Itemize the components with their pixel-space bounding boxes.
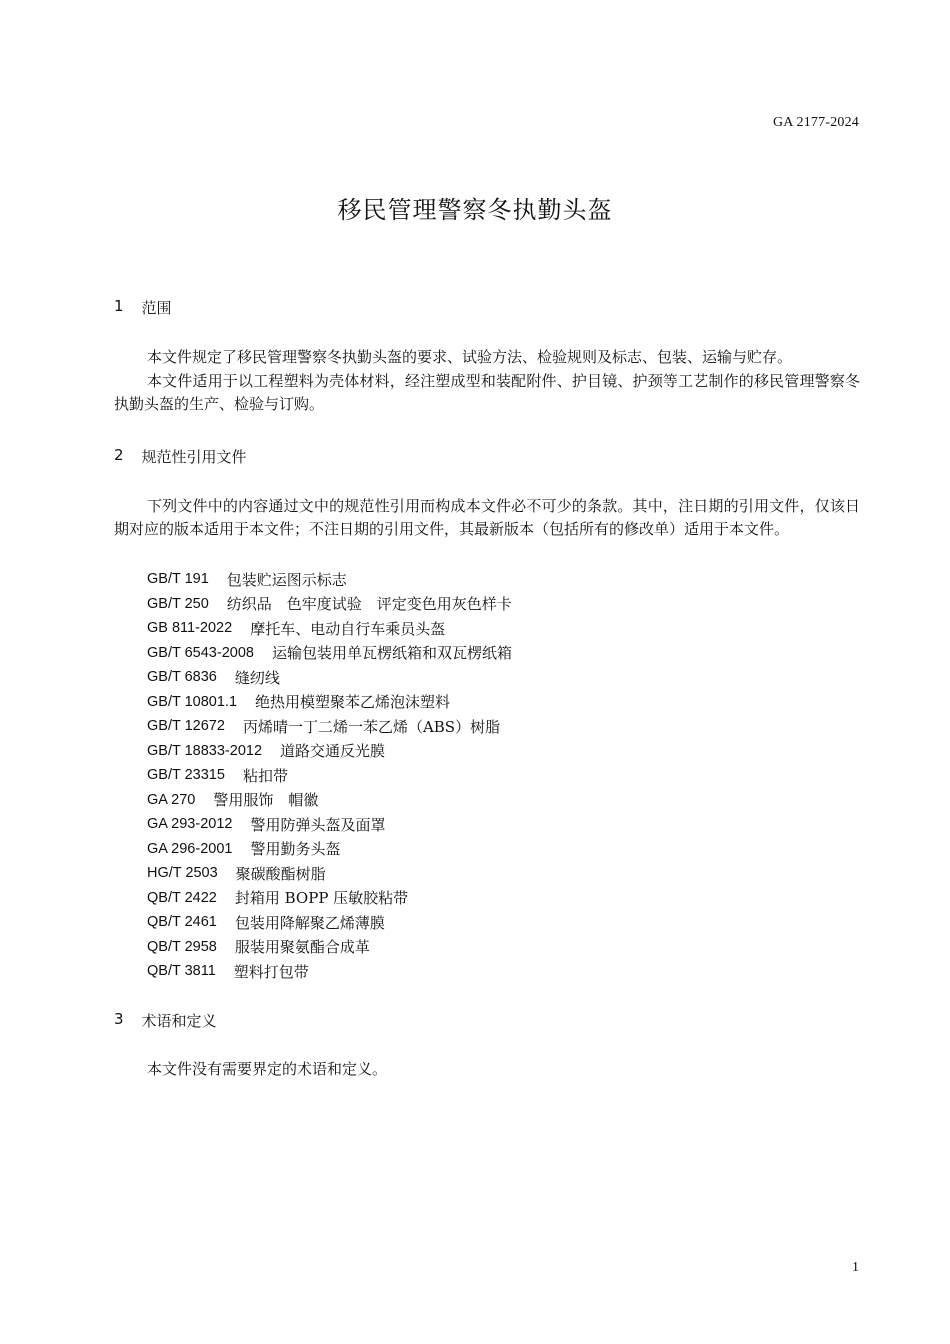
- reference-title: 塑料打包带: [233, 962, 309, 981]
- reference-item: [147, 592, 512, 617]
- reference-item: [147, 616, 512, 641]
- reference-title: 缝纫线: [234, 668, 280, 687]
- section-title: 规范性引用文件: [141, 448, 247, 466]
- section-1-paragraph-2: 本文件适用于以工程塑料为壳体材料，经注塑成型和装配附件、护目镜、护颈等工艺制作的移民管理警察冬执勤头盔的生产、检验与订购。: [114, 372, 860, 413]
- reference-title: 粘扣带: [242, 766, 288, 785]
- reference-code: GB/T 191: [147, 571, 209, 588]
- reference-title: 道路交通反光膜: [280, 742, 386, 761]
- reference-title: 封箱用 BOPP 压敏胶粘带: [234, 889, 409, 908]
- reference-title: 包装用降解聚乙烯薄膜: [234, 913, 385, 932]
- reference-code: GA 293-2012: [147, 816, 233, 833]
- reference-item: [147, 665, 512, 690]
- reference-item: [147, 837, 512, 862]
- reference-title: 警用服饰 帽徽: [213, 791, 319, 810]
- reference-title: 绝热用模塑聚苯乙烯泡沫塑料: [255, 693, 451, 712]
- reference-code: GB/T 12672: [147, 718, 225, 735]
- reference-code: QB/T 2461: [147, 914, 217, 931]
- reference-item: [147, 788, 512, 813]
- reference-item: [147, 763, 512, 788]
- reference-item: [147, 812, 512, 837]
- reference-item: [147, 935, 512, 960]
- reference-code: GB/T 6543-2008: [147, 644, 254, 661]
- reference-item: [147, 739, 512, 764]
- reference-code: GB 811-2022: [147, 620, 233, 637]
- reference-code: QB/T 2422: [147, 889, 217, 906]
- reference-item: [147, 641, 512, 666]
- reference-item: [147, 910, 512, 935]
- reference-title: 纺织品 色牢度试验 评定变色用灰色样卡: [226, 595, 512, 614]
- reference-title: 警用防弹头盔及面罩: [250, 815, 386, 834]
- reference-code: HG/T 2503: [147, 865, 218, 882]
- section-2-heading: [114, 446, 247, 467]
- section-number: 1: [114, 297, 124, 315]
- reference-code: GA 296-2001: [147, 840, 233, 857]
- section-title: 范围: [141, 299, 172, 317]
- section-2-paragraph-1: 下列文件中的内容通过文中的规范性引用而构成本文件必不可少的条款。其中，注日期的引用文件，仅该日期对应的版本适用于本文件；不注日期的引用文件，其最新版本（包括所有的修改单）适用于本文件。: [114, 497, 860, 538]
- section-1-heading: [114, 297, 172, 318]
- reference-item: [147, 567, 512, 592]
- document-number: GA 2177-2024: [772, 115, 859, 130]
- reference-title: 摩托车、电动自行车乘员头盔: [250, 619, 446, 638]
- reference-item: [147, 886, 512, 911]
- reference-code: GB/T 6836: [147, 669, 217, 686]
- section-1-paragraph-1: 本文件规定了移民管理警察冬执勤头盔的要求、试验方法、检验规则及标志、包装、运输与贮存。: [147, 348, 793, 366]
- normative-references-list: [147, 567, 512, 984]
- section-title: 术语和定义: [141, 1012, 217, 1030]
- reference-item: [147, 861, 512, 886]
- reference-code: GA 270: [147, 791, 196, 808]
- reference-title: 运输包装用单瓦楞纸箱和双瓦楞纸箱: [271, 644, 512, 663]
- reference-code: GB/T 10801.1: [147, 693, 238, 710]
- reference-code: GB/T 18833-2012: [147, 742, 263, 759]
- reference-code: QB/T 3811: [147, 963, 216, 980]
- reference-code: GB/T 250: [147, 595, 209, 612]
- reference-title: 丙烯晴一丁二烯一苯乙烯（ABS）树脂: [242, 717, 501, 736]
- reference-title: 警用勤务头盔: [250, 840, 341, 859]
- section-3-paragraph-1: 本文件没有需要界定的术语和定义。: [147, 1060, 388, 1078]
- section-number: 2: [114, 446, 124, 464]
- page-number: 1: [852, 1260, 859, 1275]
- reference-title: 包装贮运图示标志: [226, 570, 347, 589]
- reference-item: [147, 714, 512, 739]
- reference-code: GB/T 23315: [147, 767, 225, 784]
- reference-code: QB/T 2958: [147, 938, 217, 955]
- document-title: 移民管理警察冬执勤头盔: [337, 196, 613, 224]
- reference-title: 服装用聚氨酯合成革: [234, 938, 370, 957]
- section-3-heading: [114, 1010, 217, 1031]
- reference-item: [147, 690, 512, 715]
- section-number: 3: [114, 1010, 124, 1028]
- reference-title: 聚碳酸酯树脂: [235, 864, 326, 883]
- reference-item: [147, 959, 512, 984]
